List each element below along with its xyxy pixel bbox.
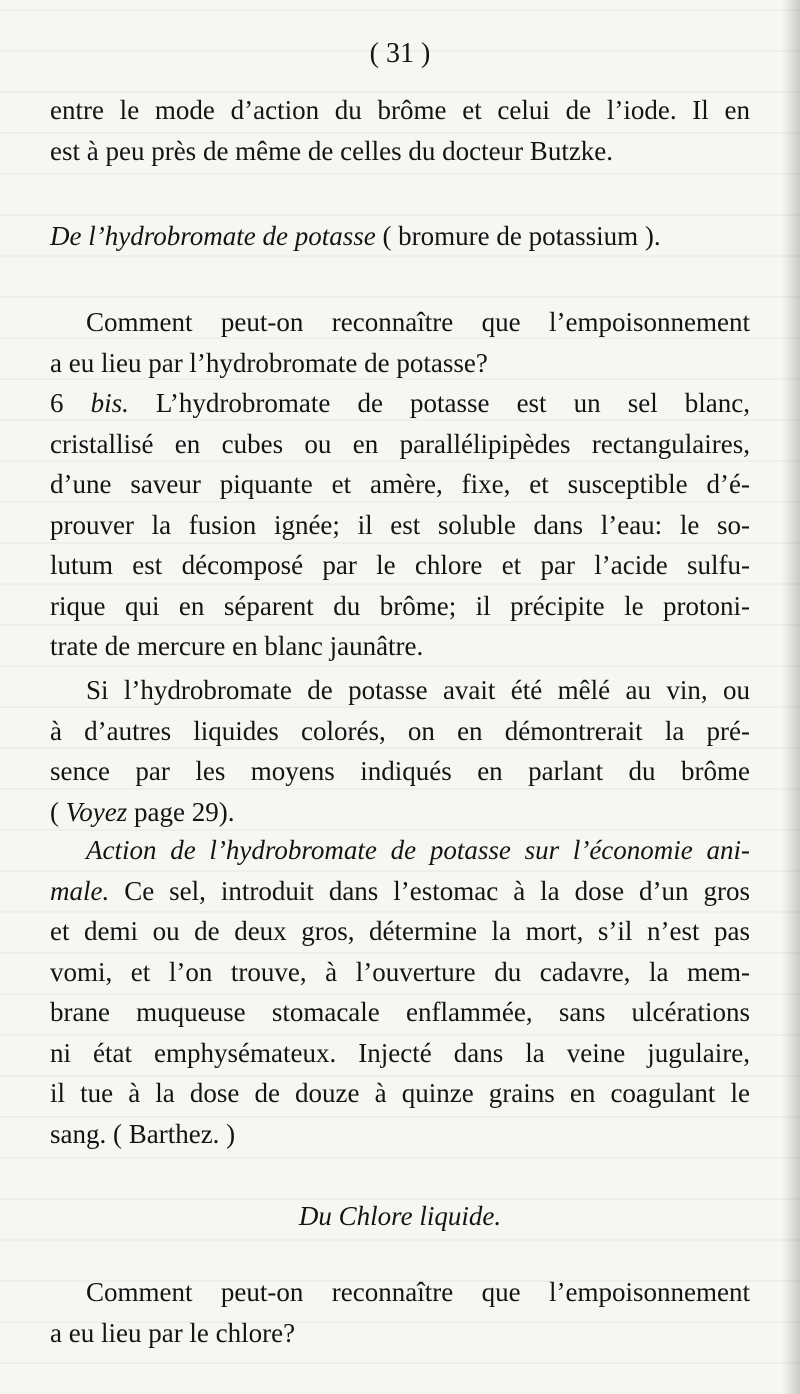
text-line: brane muqueuse stomacale enflammée, sans ulcérations [50, 997, 750, 1027]
question-chlore [50, 1272, 750, 1353]
text-line: rique qui en séparent du brôme; il précipite le protoni- [50, 590, 750, 621]
heading-chlore-italic: Du Chlore liquide. [298, 1201, 502, 1231]
text-line: sang. ( Barthez. ) [50, 1118, 236, 1149]
text-line: vomi, et l’on trouve, à l’ouverture du cadavre, la mem- [50, 956, 750, 987]
text-line: page 29). [127, 796, 235, 827]
text-line: d’une saveur piquante et amère, fixe, et susceptible d’é- [50, 469, 750, 499]
text-line: il tue à la dose de douze à quinze grains en coagulant le [50, 1078, 750, 1108]
text-line: Si l’hydrobromate de potasse avait été mêlé au vin, ou [86, 675, 750, 705]
text-line: Ce sel, introduit dans l’estomac à la dose d’un gros [109, 875, 750, 906]
paragraph-6-bis [50, 383, 750, 667]
paragraph-wine [50, 670, 750, 832]
text-line: sence par les moyens indiqués en parlant du brôme [50, 756, 750, 786]
text-line: Comment peut-on reconnaître que l’empoisonnement [86, 1277, 750, 1307]
text-line: a eu lieu par le chlore? [50, 1317, 296, 1348]
text-line: L’hydrobromate de potasse est un sel blanc, [128, 388, 750, 418]
section-heading-hydrobromate [50, 216, 750, 257]
text-line: ni état emphysémateux. Injecté dans la veine jugulaire, [50, 1037, 750, 1068]
text-line: et demi ou de deux gros, détermine la mort, s’il n’est pas [50, 916, 750, 946]
voyez-italic: Voyez [65, 796, 128, 827]
paragraph-intro [50, 90, 750, 171]
action-heading-italic: Action de l’hydrobromate de potasse sur l’économie ani- [86, 835, 750, 865]
text-line: est à peu près de même de celles du docteur Butzke. [50, 135, 614, 166]
heading-italic: De l’hydrobromate de potasse [50, 221, 376, 251]
page-number: ( 31 ) [369, 38, 431, 69]
text-line: lutum est décomposé par le chlore et par l’acide sulfu- [50, 550, 750, 580]
question-hydrobromate [50, 302, 750, 383]
paren-open: ( [50, 796, 66, 827]
text-line: trate de mercure en blanc jaunâtre. [50, 631, 424, 661]
text-line: cristallisé en cubes ou en parallélipipèdes rectangulaires, [50, 428, 750, 459]
page-edge-shadow [782, 0, 800, 1394]
text-line: prouver la fusion ignée; il est soluble dans l’eau: le so- [50, 509, 750, 540]
paragraph-action [50, 830, 750, 1154]
text-line: Comment peut-on reconnaître que l’empoisonnement [86, 307, 750, 337]
heading-rest: ( bromure de potassium ). [375, 221, 661, 251]
section-heading-chlore [50, 1196, 750, 1237]
male-italic: male. [50, 875, 110, 906]
text-line: à d’autres liquides colorés, on en démontrerait la pré- [50, 715, 750, 746]
text-line: a eu lieu par l’hydrobromate de potasse? [50, 347, 488, 378]
paragraph-bis: bis. [90, 388, 129, 418]
text-line: entre le mode d’action du brôme et celui de l’iode. Il en [50, 95, 750, 125]
paragraph-number: 6 [50, 388, 91, 418]
